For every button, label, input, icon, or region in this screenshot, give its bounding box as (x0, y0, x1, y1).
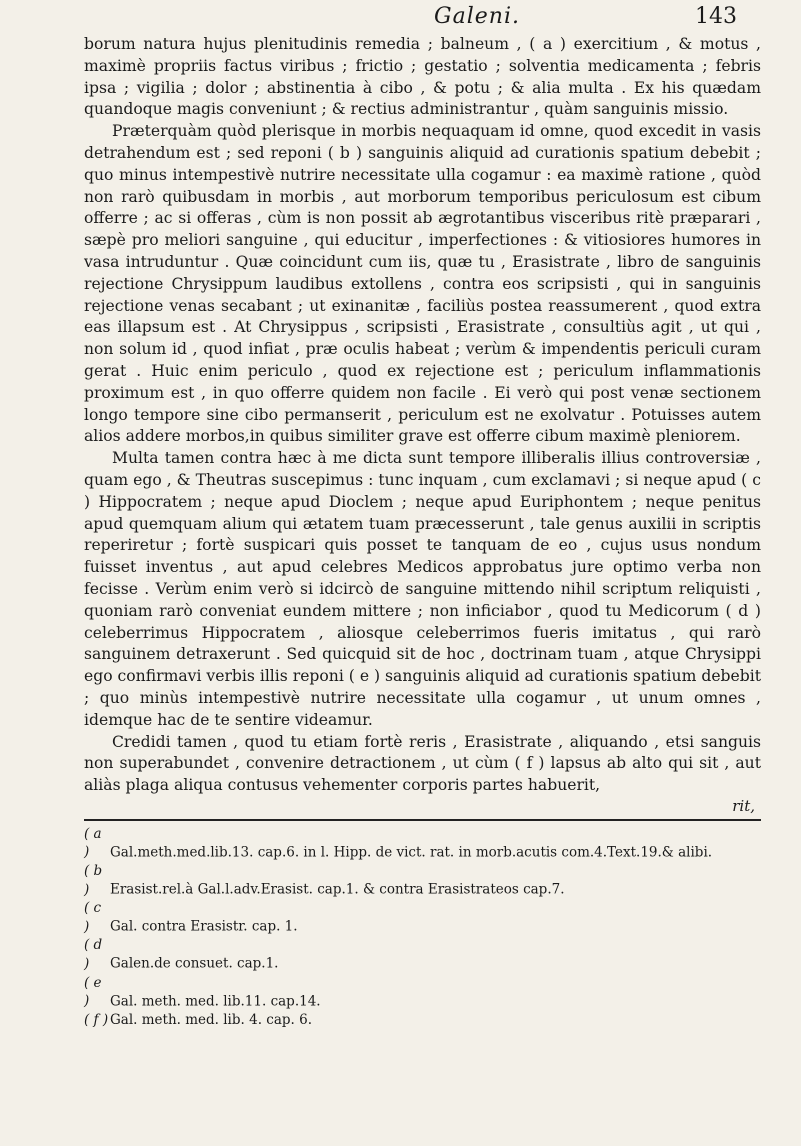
footnote (84, 974, 761, 1011)
catchword: rit, (732, 796, 755, 815)
main-text (84, 34, 761, 797)
footnote-mark: ( c ) (84, 900, 102, 935)
footnote-text: Erasist.rel.à Gal.l.adv.Erasist. cap.1. & contra Erasistrateos cap.7. (110, 881, 565, 898)
running-title: Galeni. (434, 4, 520, 29)
footnote (84, 825, 761, 862)
footnote-text: Gal. contra Erasistr. cap. 1. (110, 918, 298, 935)
page-number: 143 (695, 4, 737, 29)
paragraph: Credidi tamen , quod tu etiam fortè reris , Erasistrate , aliquando , etsi sanguis non superabundet , convenire detractionem , ut cùm ( f ) lapsus ab alto qui sit , aut aliàs plaga aliqua contusus vehementer corporis partes habuerit, (84, 732, 761, 795)
page-header (84, 4, 761, 34)
footnote (84, 936, 761, 973)
paragraph: Multa tamen contra hæc à me dicta sunt tempore illiberalis illius controversiæ , quam ego , & Theutras suscepimus : tunc inquam , cum exclamavi ; si neque apud ( c ) Hippocratem ; neque apud Dioclem ; neque apud Euriphontem ; neque penitus apud quemquam alium qui ætatem tuam præcesserunt , tale genus auxilii in scriptis reperiretur ; fortè suspicari quis posset te tanquam de eo , cujus usus nondum fuisset inventus , aut apud celebres Medicos approbatus jure optimo verba non fecisse . Verùm enim verò si idcircò de sanguine mittendo nihil scriptum reliquisti , quoniam rarò conveniat eundem mittere ; non inficiabor , quod tu Medicorum ( d ) celeberrimus Hippocratem , aliosque celeberrimos fueris imitatus , qui rarò sanguinem detraxerunt . Sed quicquid sit de hoc , doctrinam tuam , atque Chrysippi ego confirmavi verbis illis reponi ( e ) sanguinis aliquid ad curationis spatium debebit ; quo minùs intempestivè nutrire necessitate ulla cogamur , ut unum omnes , idemque hac de te sentire videamur. (84, 449, 761, 729)
footnote (84, 1011, 761, 1030)
footnote-text: Galen.de consuet. cap.1. (110, 956, 279, 973)
footnote-mark: ( d ) (84, 937, 103, 973)
footnote-divider (84, 819, 761, 821)
paragraph: borum natura hujus plenitudinis remedia ; balneum , ( a ) exercitium , & motus , maximè propriis factus viribus ; frictio ; gestatio ; solventia medicamenta ; febris ipsa ; vigilia ; dolor ; abstinentia à cibo , & potu ; & alia multa . Ex his quædam quandoque magis conveniunt ; & rectius administrantur , quàm sanguinis missio. (84, 35, 761, 119)
footnote-mark: ( f ) (84, 1011, 109, 1028)
paragraph: Præterquàm quòd plerisque in morbis nequaquam id omne, quod excedit in vasis detrahendum est ; sed reponi ( b ) sanguinis aliquid ad curationis spatium debebit ; quo minus intempestivè nutrire necessitate ulla cogamur : ea maximè ratione , quòd non rarò quibusdam in morbis , aut morborum temporibus periculosum est cibum offerre ; ac si offeras , cùm is non possit ab ægrotantibus visceribus ritè præparari , sæpè pro meliori sanguine , qui educitur , imperfectiones : & vitiosiores humores in vasa intruduntur . Quæ coincidunt cum iis, quæ tu , Erasistrate , libro de sanguinis rejectione Chrysippum laudibus extollens , contra eos scripsisti , qui in sanguinis rejectione venas secabant ; ut exinanitæ , faciliùs postea reassumerent , quod extra eas illapsum est . At Chrysippus , scripsisti , Erasistrate , consultiùs agit , ut qui , non solum id , quod infiat , præ oculis habeat ; verùm & impendentis periculi curam gerat . Huic enim periculo , quod ex rejectione est ; periculum inflammationis proximum est , in quo offerre quidem non facile . Ei verò qui post venæ sectionem longo tempore sine cibo permanserit , periculum est ne exolvatur . Potuisses autem alios addere morbos,in quibus similiter grave est offerre cibum maximè pleniorem. (84, 122, 761, 446)
footnote-text: Gal. meth. med. lib.11. cap.14. (110, 993, 321, 1010)
footnote-mark: ( a ) (84, 825, 102, 861)
footnotes (84, 825, 761, 1030)
footnote (84, 862, 761, 899)
footnote-text: Gal.meth.med.lib.13. cap.6. in l. Hipp. de vict. rat. in morb.acutis com.4.Text.19.& alibi. (110, 844, 713, 861)
footnote-mark: ( e ) (84, 974, 102, 1010)
footnote-mark: ( b ) (84, 863, 103, 898)
footnote (84, 899, 761, 936)
footnote-text: Gal. meth. med. lib. 4. cap. 6. (110, 1011, 312, 1028)
